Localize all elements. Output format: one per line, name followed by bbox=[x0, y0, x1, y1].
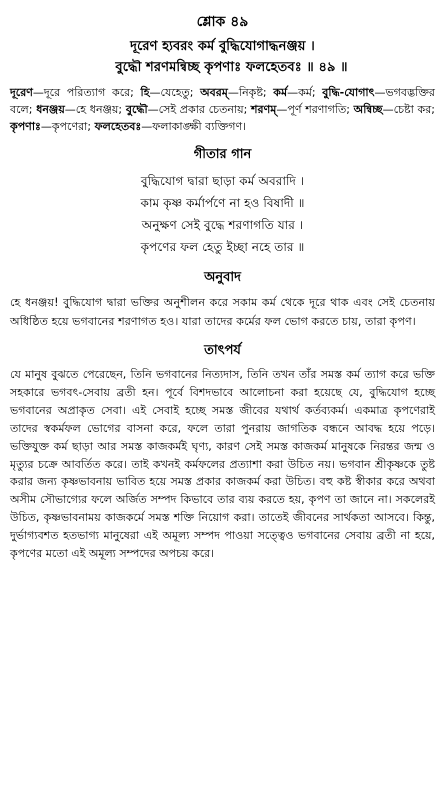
synonym-meaning: হে ধনঞ্জয়; bbox=[75, 103, 126, 116]
synonym-word: দূরেণ bbox=[10, 86, 33, 99]
sanskrit-verse bbox=[10, 36, 435, 78]
synonym-item: অন্বিচ্ছ—চেষ্টা কর; bbox=[353, 103, 435, 116]
synonym-meaning: পূর্ণ শরণাগতি; bbox=[287, 103, 354, 116]
synonym-meaning: নিকৃষ্ট; bbox=[238, 86, 274, 99]
synonym-item: হি—যেহেতু; bbox=[140, 86, 201, 99]
synonym-word: বুদ্ধৌ bbox=[125, 103, 148, 116]
verse-number-title: শ্লোক ৪৯ bbox=[196, 14, 249, 30]
synonym-meaning: কর্ম; bbox=[298, 86, 323, 99]
synonym-item: বুদ্ধৌ—সেই প্রকার চেতনায়; bbox=[125, 103, 252, 116]
verse-line-2: বুদ্ধৌ শরণমন্বিচ্ছ কৃপণাঃ ফলহেতবঃ ॥ ৪৯ ॥ bbox=[115, 60, 348, 75]
purport-heading: তাৎপর্য bbox=[204, 343, 241, 358]
synonym-meaning: সেই প্রকার চেতনায়; bbox=[158, 103, 252, 116]
synonym-word: হি bbox=[140, 86, 150, 99]
synonym-word: কর্ম bbox=[273, 86, 288, 99]
synonym-meaning: ফলাকাঙ্ক্ষী ব্যক্তিগণ। bbox=[152, 120, 247, 133]
synonym-word: ফলহেতবঃ bbox=[94, 120, 142, 133]
synonym-item: অবরম্—নিকৃষ্ট; bbox=[200, 86, 274, 99]
synonym-meaning: চেষ্টা কর; bbox=[393, 103, 435, 116]
synonym-item: বুদ্ধি-যোগাৎ—ভগবদ্ভক্তির বলে; bbox=[10, 86, 435, 116]
synonym-word: অবরম্ bbox=[200, 86, 228, 99]
song-heading: গীতার গান bbox=[193, 147, 252, 162]
synonym-word: কৃপণাঃ bbox=[10, 120, 41, 133]
synonym-meaning: যেহেতু; bbox=[160, 86, 201, 99]
synonym-word: অন্বিচ্ছ bbox=[353, 103, 383, 116]
song-line: অনুক্ষণ সেই বুদ্ধে শরণাগতি যার । bbox=[141, 218, 304, 232]
song-line: কাম কৃষ্ণ কর্মার্পণে না হও বিষাদী ॥ bbox=[140, 196, 305, 210]
page bbox=[0, 10, 445, 807]
verse-line-1: দূরেণ হ্যবরং কর্ম বুদ্ধিযোগাদ্ধনঞ্জয় । bbox=[130, 39, 315, 54]
song-line: কৃপণের ফল হেতু ইচ্ছা নহে তার ॥ bbox=[140, 240, 305, 254]
translation-heading: অনুবাদ bbox=[204, 270, 241, 285]
song-lyrics bbox=[10, 170, 435, 258]
synonym-word: বুদ্ধি-যোগাৎ bbox=[322, 86, 375, 99]
synonym-word: ধনঞ্জয় bbox=[36, 103, 65, 116]
synonym-word: শরণম্ bbox=[251, 103, 277, 116]
synonym-item: কর্ম—কর্ম; bbox=[273, 86, 323, 99]
synonym-item: শরণম্—পূর্ণ শরণাগতি; bbox=[251, 103, 354, 116]
synonym-item: দূরেণ—দূরে পরিত্যাগ করে; bbox=[10, 86, 141, 99]
synonym-meaning: ভগবদ্ভক্তির বলে; bbox=[10, 86, 435, 116]
translation-text: হে ধনঞ্জয়! বুদ্ধিযোগ দ্বারা ভক্তির অনুশীলন করে সকাম কর্ম থেকে দূরে থাক এবং সেই চেতনায় অধিষ্ঠিত হয়ে ভগবানের শরণাগত হও। যারা তাদের কর্মের ফল ভোগ করতে চায়, তারা কৃপণ। bbox=[10, 296, 435, 328]
purport-text: যে মানুষ বুঝতে পেরেছেন, তিনি ভগবানের নিত্যদাস, তিনি তখন তাঁর সমস্ত কর্ম ত্যাগ করে ভক্তি সহকারে ভগবৎ-সেবায় ব্রতী হন। পূর্বে বিশদভাবে আলোচনা করা হয়েছে যে, বুদ্ধিযোগ হচ্ছে ভগবানের অপ্রাকৃত সেবা। এই সেবাই হচ্ছে সমস্ত জীবের যথার্থ কর্তব্যকর্ম। একমাত্র কৃপণেরাই তাদের স্বকর্মফল ভোগের বাসনা করে, ফলে তারা পুনরায় জাগতিক বন্ধনে আবদ্ধ হয়ে পড়ে। ভক্তিযুক্ত কর্ম ছাড়া আর সমস্ত কাজকর্মই ঘৃণ্য, কারণ সেই সমস্ত কাজকর্ম মানুষকে নিরন্তর জন্ম ও মৃত্যুর চক্রে আবর্তিত করে। তাই কখনই কর্মফলের প্রত্যাশা করা উচিত নয়। ভগবান শ্রীকৃষ্ণকে তুষ্ট করার জন্য কৃষ্ণভাবনায় ভাবিত হয়ে সমস্ত প্রকার কাজকর্ম করা উচিত। বহু কষ্ট স্বীকার করে অথবা অসীম সৌভাগ্যের ফলে অর্জিত সম্পদ কিভাবে তার ব্যয় করতে হয়, কৃপণ তা জানে না। সকলেরই উচিত, কৃষ্ণভাবনাময় কাজকর্মে সমস্ত শক্তি নিয়োগ করা। তাতেই জীবনের সার্থকতা আসবে। কিন্তু, দুর্ভাগ্যবশত হতভাগ্য মানুষেরা এই অমূল্য সম্পদ পাওয়া সত্ত্বেও ভগবানের সেবায় ব্রতী না হয়ে, কৃপণের মতো এই অমূল্য সম্পদের অপচয় করে। bbox=[10, 368, 435, 561]
synonym-item: কৃপণাঃ—কৃপণেরা; bbox=[10, 120, 95, 133]
synonyms bbox=[10, 84, 435, 135]
synonym-meaning: দূরে পরিত্যাগ করে; bbox=[43, 86, 141, 99]
song-line: বুদ্ধিযোগ দ্বারা ছাড়া কর্ম অবরাদি । bbox=[140, 174, 305, 188]
synonym-meaning: কৃপণেরা; bbox=[51, 120, 95, 133]
synonym-item: ফলহেতবঃ—ফলাকাঙ্ক্ষী ব্যক্তিগণ। bbox=[94, 120, 247, 133]
synonym-item: ধনঞ্জয়—হে ধনঞ্জয়; bbox=[36, 103, 126, 116]
